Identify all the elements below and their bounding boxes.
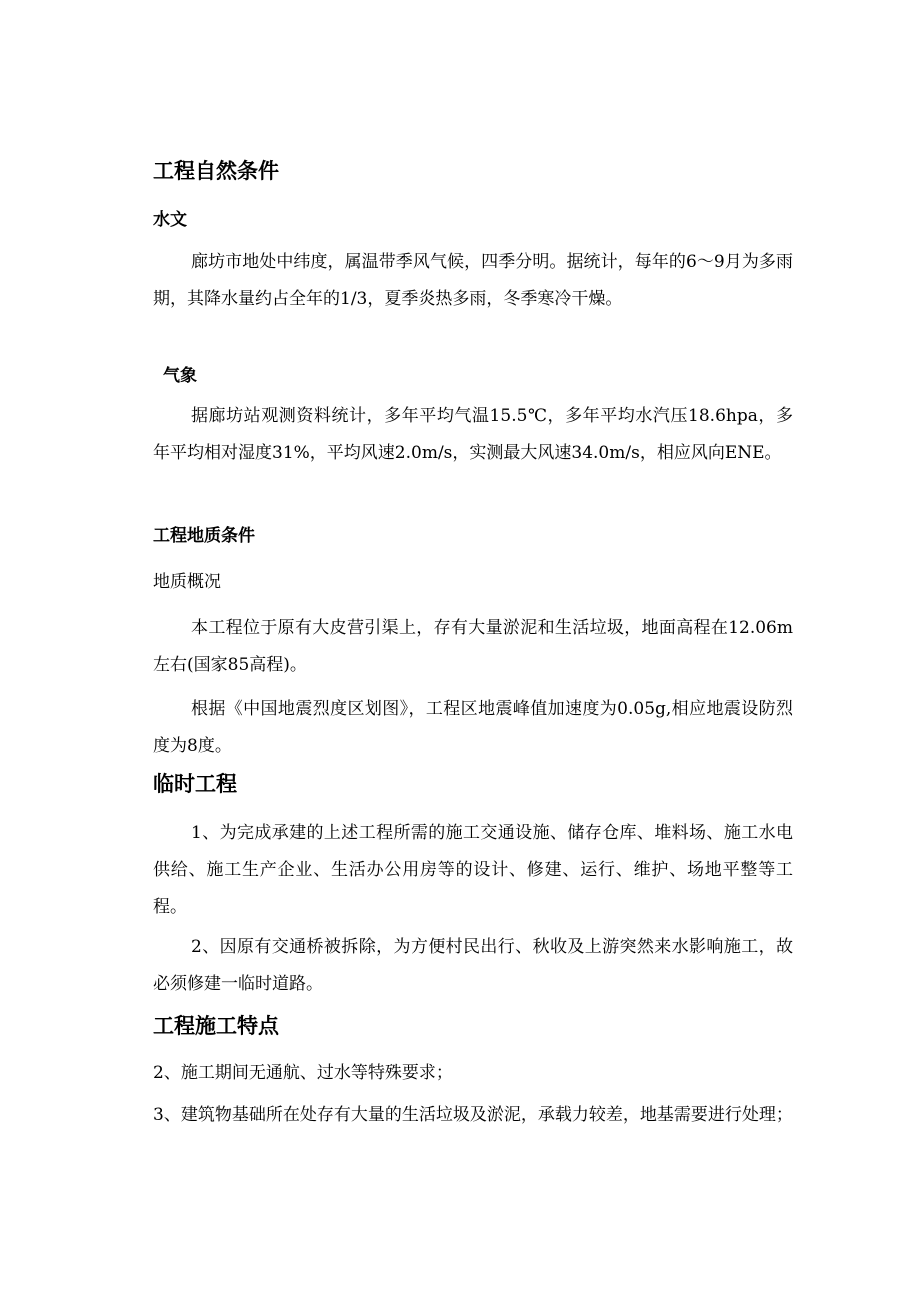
paragraph-feature-2: 2、施工期间无通航、过水等特殊要求；: [153, 1063, 453, 1083]
subsection-title-weather: 气象: [163, 366, 197, 386]
section-title-construction-features: 工程施工特点: [153, 1014, 279, 1038]
paragraph-feature-3: 3、建筑物基础所在处存有大量的生活垃圾及淤泥，承载力较差，地基需要进行处理；: [153, 1105, 793, 1125]
paragraph-weather: 据廊坊站观测资料统计，多年平均气温15.5℃，多年平均水汽压18.6hpa，多年平均相对湿度31%，平均风速2.0m/s，实测最大风速34.0m/s，相应风向ENE。: [153, 406, 793, 463]
paragraph-geology-1: 本工程位于原有大皮营引渠上，存有大量淤泥和生活垃圾，地面高程在12.06m左右(国家85高程)。: [153, 618, 793, 675]
subsection-title-geology-overview: 地质概况: [153, 572, 221, 592]
paragraph-temporary-2: 2、因原有交通桥被拆除，为方便村民出行、秋收及上游突然来水影响施工，故必须修建一临时道路。: [153, 937, 793, 994]
section-title-temporary-works: 临时工程: [153, 772, 237, 796]
section-title-natural-conditions: 工程自然条件: [153, 159, 279, 183]
paragraph-temporary-1: 1、为完成承建的上述工程所需的施工交通设施、储存仓库、堆料场、施工水电供给、施工生产企业、生活办公用房等的设计、修建、运行、维护、场地平整等工程。: [153, 823, 793, 917]
section-title-geology: 工程地质条件: [153, 526, 255, 546]
subsection-title-hydrology: 水文: [153, 210, 187, 230]
paragraph-hydrology: 廊坊市地处中纬度，属温带季风气候，四季分明。据统计，每年的6～9月为多雨期，其降水量约占全年的1/3，夏季炎热多雨，冬季寒冷干燥。: [153, 252, 793, 309]
paragraph-geology-2: 根据《中国地震烈度区划图》，工程区地震峰值加速度为0.05g,相应地震设防烈度为8度。: [153, 699, 793, 756]
